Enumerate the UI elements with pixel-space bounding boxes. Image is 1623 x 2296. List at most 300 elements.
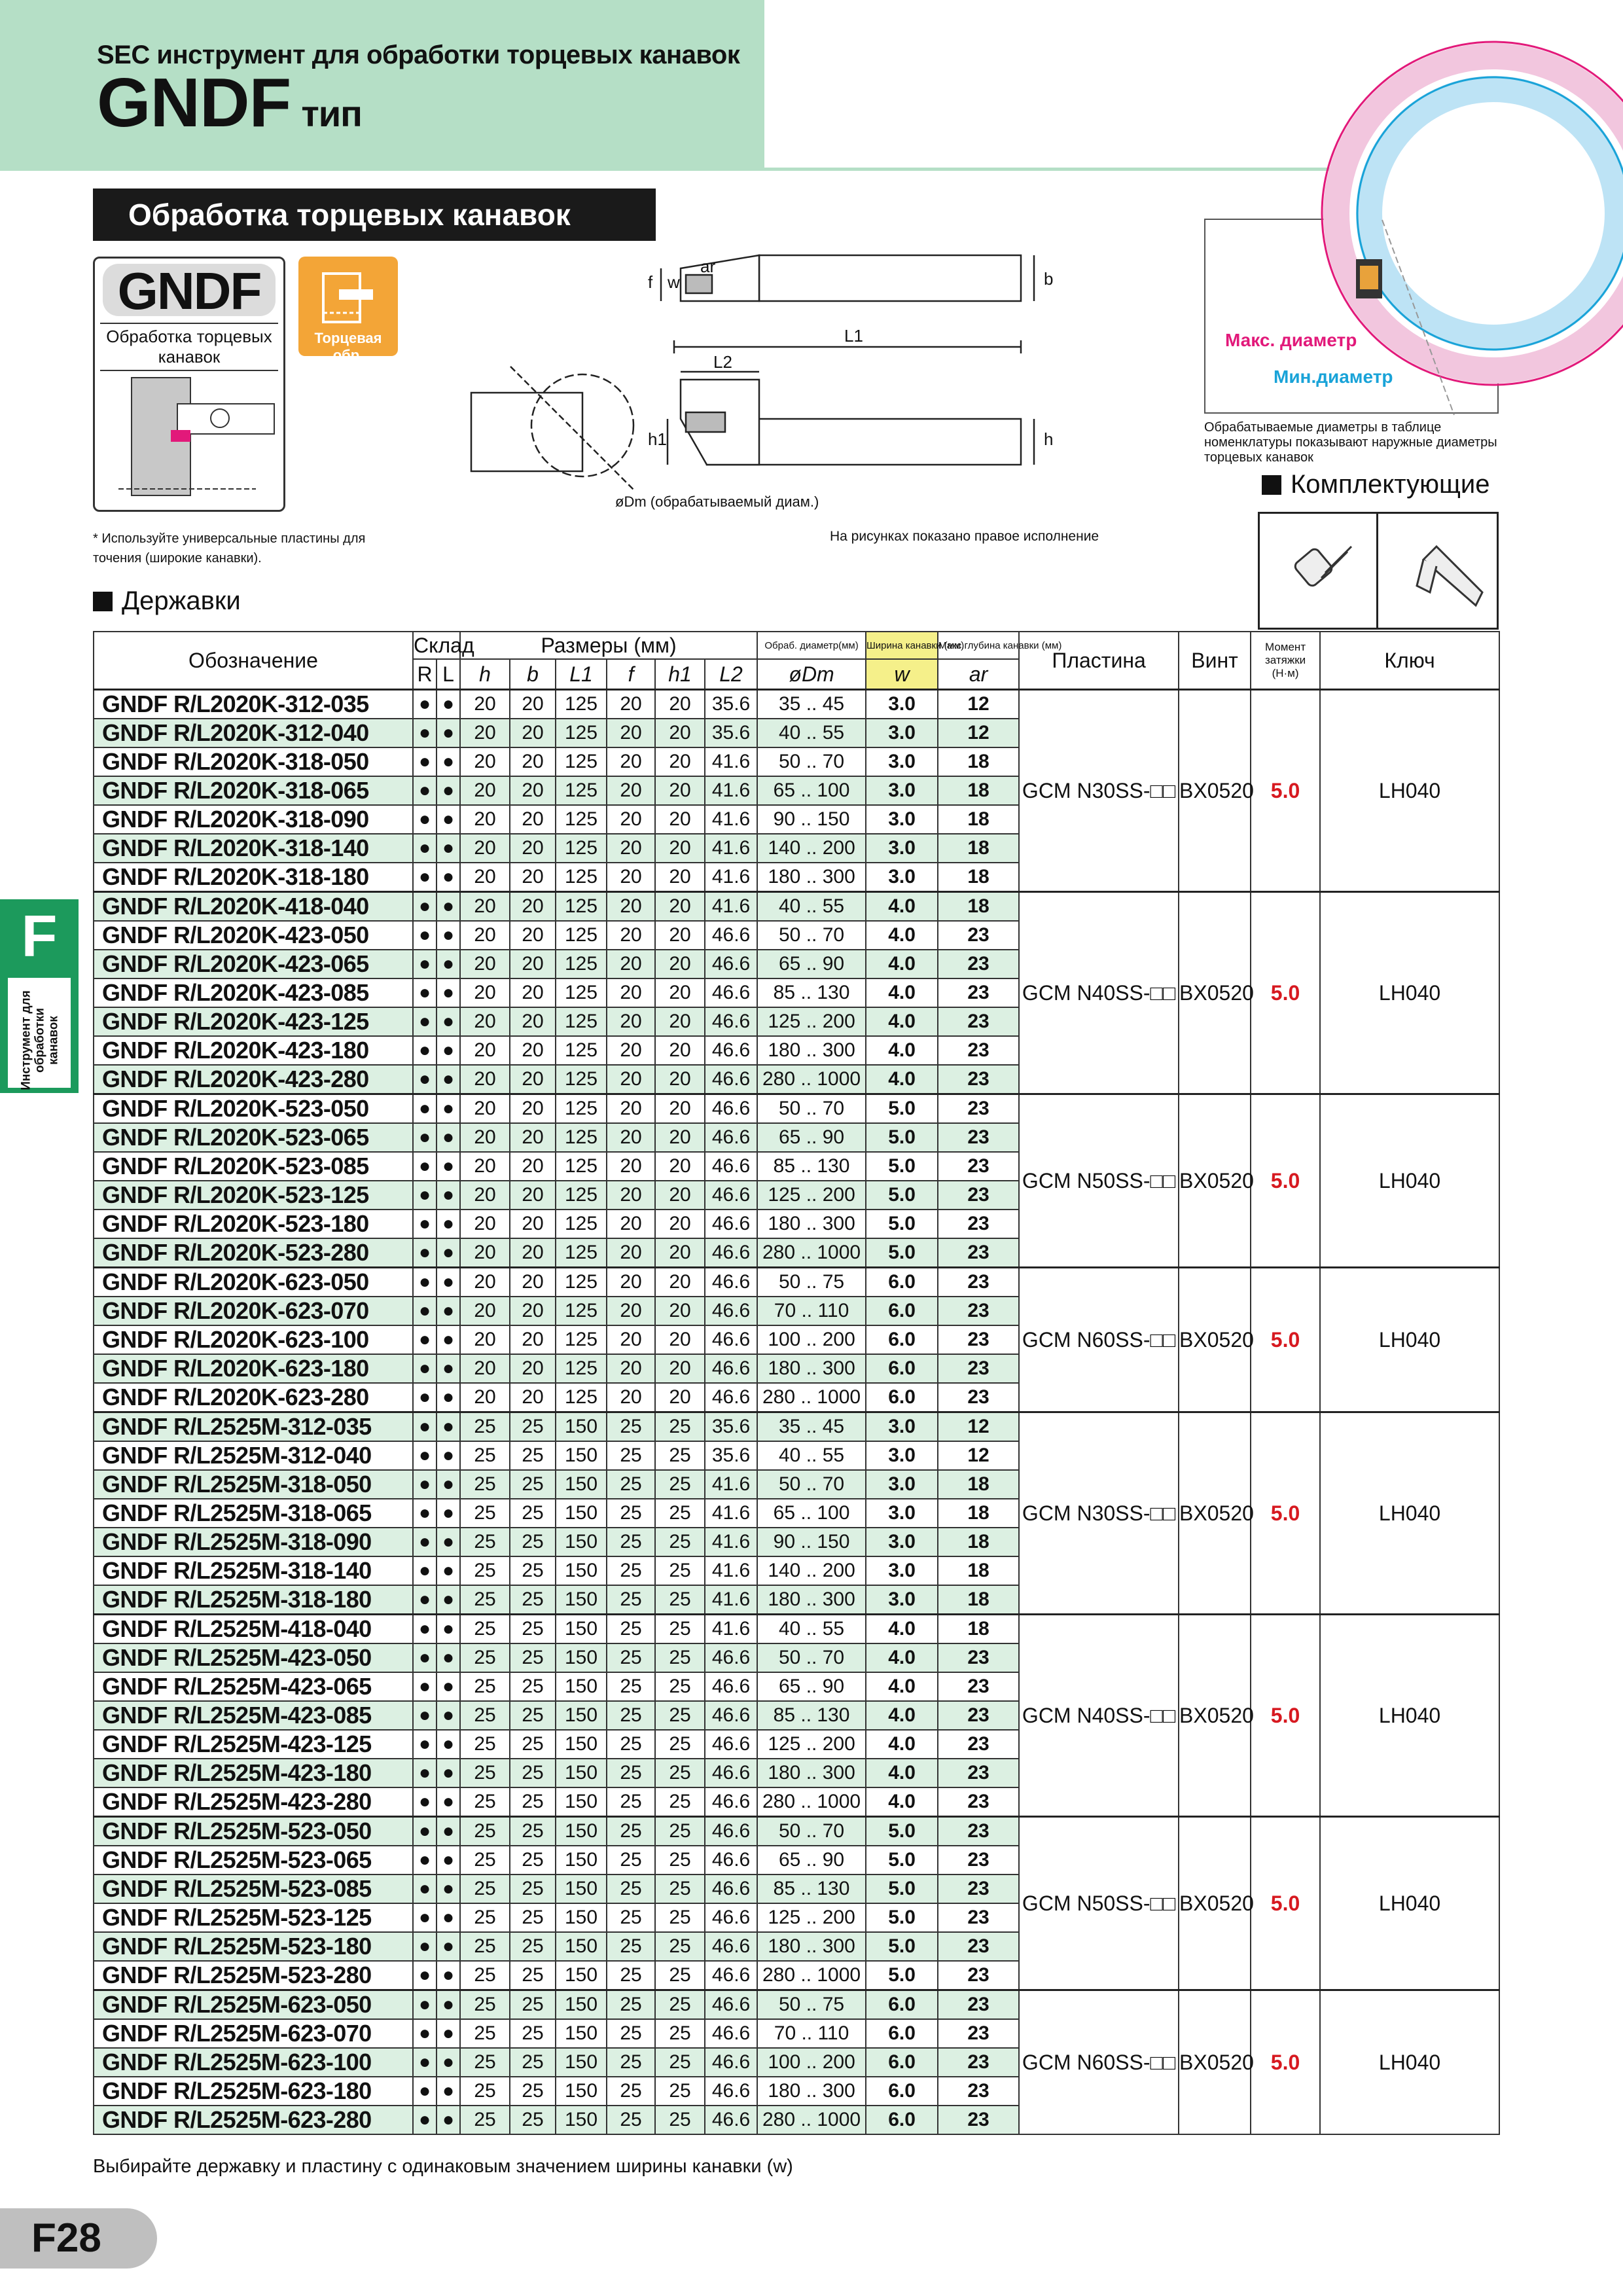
col-torque: Момент затяжки (Н·м): [1251, 632, 1320, 690]
cell-ar: 18: [938, 747, 1019, 776]
cell-torque: 5.0: [1251, 1990, 1320, 2135]
cell-designation: GNDF R/L2020K-312-040: [94, 719, 413, 747]
cell-f: 20: [607, 1036, 655, 1065]
cell-l2: 41.6: [705, 1556, 757, 1585]
cell-h: 25: [460, 2077, 510, 2106]
cell-dm: 40 .. 55: [757, 1441, 866, 1470]
page-number: F28: [31, 2215, 101, 2261]
cell-stock-l: ●: [437, 1470, 460, 1499]
col-l: L: [437, 659, 460, 690]
cell-f: 20: [607, 1123, 655, 1152]
table-row: [94, 1817, 1499, 1846]
cell-ar: 23: [938, 1238, 1019, 1268]
cell-h: 20: [460, 719, 510, 747]
cell-w: 5.0: [866, 1181, 938, 1210]
col-key: Ключ: [1320, 632, 1499, 690]
cell-w: 6.0: [866, 1297, 938, 1325]
cell-l1: 125: [556, 892, 607, 922]
cell-w: 5.0: [866, 1846, 938, 1874]
cell-l1: 125: [556, 834, 607, 863]
cell-f: 25: [607, 1412, 655, 1442]
cell-l1: 150: [556, 1846, 607, 1874]
cell-dm: 180 .. 300: [757, 2077, 866, 2106]
table-row: [94, 690, 1499, 719]
cell-b: 25: [510, 1470, 556, 1499]
cell-h: 25: [460, 1528, 510, 1556]
cell-f: 20: [607, 690, 655, 719]
cell-stock-l: ●: [437, 719, 460, 747]
dim-l2-label: L2: [713, 352, 732, 372]
cell-stock-l: ●: [437, 1932, 460, 1961]
cell-b: 25: [510, 1585, 556, 1615]
cell-stock-r: ●: [413, 978, 437, 1007]
cell-w: 5.0: [866, 1903, 938, 1932]
cell-h1: 20: [655, 776, 705, 805]
cell-stock-r: ●: [413, 1325, 437, 1354]
screw-icon: [1293, 540, 1358, 605]
cell-ar: 18: [938, 1470, 1019, 1499]
cell-dm: 90 .. 150: [757, 805, 866, 834]
cell-h1: 20: [655, 719, 705, 747]
drawing-note: На рисунках показано правое исполнение: [830, 529, 1099, 544]
cell-b: 25: [510, 1990, 556, 2020]
cell-h1: 20: [655, 1238, 705, 1268]
cell-b: 25: [510, 1961, 556, 1990]
cell-dm: 100 .. 200: [757, 2048, 866, 2077]
cell-ar: 23: [938, 1846, 1019, 1874]
cell-stock-r: ●: [413, 1961, 437, 1990]
cell-stock-l: ●: [437, 2106, 460, 2134]
cell-l2: 46.6: [705, 1354, 757, 1383]
cell-dm: 180 .. 300: [757, 1932, 866, 1961]
col-b: b: [510, 659, 556, 690]
cell-stock-r: ●: [413, 1701, 437, 1730]
cell-screw: BX0520: [1179, 1094, 1251, 1268]
cell-h: 20: [460, 1325, 510, 1354]
cell-designation: GNDF R/L2020K-318-140: [94, 834, 413, 863]
cell-l2: 46.6: [705, 1903, 757, 1932]
cell-b: 25: [510, 2077, 556, 2106]
cell-stock-r: ●: [413, 1903, 437, 1932]
cell-h1: 20: [655, 1007, 705, 1036]
cell-b: 20: [510, 1123, 556, 1152]
cell-l2: 46.6: [705, 1961, 757, 1990]
cell-ar: 23: [938, 1354, 1019, 1383]
cell-dm: 125 .. 200: [757, 1007, 866, 1036]
cell-l2: 46.6: [705, 1817, 757, 1846]
cell-b: 20: [510, 805, 556, 834]
cell-l2: 46.6: [705, 1036, 757, 1065]
cell-h: 25: [460, 1412, 510, 1442]
cell-h: 20: [460, 1181, 510, 1210]
cell-w: 3.0: [866, 719, 938, 747]
cell-w: 4.0: [866, 1730, 938, 1759]
cell-b: 20: [510, 690, 556, 719]
cell-stock-l: ●: [437, 1007, 460, 1036]
cell-screw: BX0520: [1179, 892, 1251, 1094]
cell-w: 6.0: [866, 1383, 938, 1412]
cell-h: 25: [460, 1874, 510, 1903]
cell-ar: 23: [938, 1730, 1019, 1759]
cell-stock-r: ●: [413, 1759, 437, 1787]
cell-l2: 41.6: [705, 834, 757, 863]
cell-designation: GNDF R/L2020K-523-125: [94, 1181, 413, 1210]
square-bullet-icon: [1262, 475, 1281, 495]
cell-l1: 125: [556, 1325, 607, 1354]
cell-l1: 150: [556, 1528, 607, 1556]
holder-drawing: [419, 249, 1073, 524]
cell-torque: 5.0: [1251, 1412, 1320, 1615]
cell-ar: 23: [938, 1874, 1019, 1903]
cell-f: 20: [607, 978, 655, 1007]
cell-designation: GNDF R/L2525M-523-125: [94, 1903, 413, 1932]
cell-w: 4.0: [866, 1759, 938, 1787]
cell-l1: 125: [556, 805, 607, 834]
cell-ar: 23: [938, 1932, 1019, 1961]
cell-w: 6.0: [866, 2048, 938, 2077]
cell-l2: 46.6: [705, 1730, 757, 1759]
cell-stock-r: ●: [413, 1499, 437, 1528]
cell-l2: 41.6: [705, 1585, 757, 1615]
cell-h1: 25: [655, 1499, 705, 1528]
cell-h1: 25: [655, 2106, 705, 2134]
cell-l1: 150: [556, 1874, 607, 1903]
cell-w: 5.0: [866, 1817, 938, 1846]
cell-stock-l: ●: [437, 1961, 460, 1990]
cell-designation: GNDF R/L2525M-318-065: [94, 1499, 413, 1528]
cell-stock-l: ●: [437, 1441, 460, 1470]
cell-h: 25: [460, 1846, 510, 1874]
cell-b: 25: [510, 1615, 556, 1644]
cell-ar: 23: [938, 1007, 1019, 1036]
cell-b: 20: [510, 1238, 556, 1268]
cell-h1: 25: [655, 1672, 705, 1701]
page-title: [97, 64, 362, 141]
cell-w: 3.0: [866, 1470, 938, 1499]
cell-ar: 18: [938, 1499, 1019, 1528]
cell-l1: 125: [556, 776, 607, 805]
cell-f: 20: [607, 719, 655, 747]
cell-b: 25: [510, 1730, 556, 1759]
cell-dm: 50 .. 75: [757, 1990, 866, 2020]
cell-ar: 18: [938, 863, 1019, 892]
cell-l1: 150: [556, 1643, 607, 1672]
cell-designation: GNDF R/L2020K-623-050: [94, 1268, 413, 1297]
cell-w: 3.0: [866, 863, 938, 892]
cell-l2: 46.6: [705, 1759, 757, 1787]
page-number-tab: [0, 2208, 157, 2269]
cell-w: 3.0: [866, 1528, 938, 1556]
cell-l1: 125: [556, 921, 607, 950]
cell-w: 4.0: [866, 1701, 938, 1730]
cell-insert: GCM N30SS-□□: [1019, 690, 1179, 892]
cell-ar: 23: [938, 1817, 1019, 1846]
cell-screw: BX0520: [1179, 1615, 1251, 1817]
cell-l2: 41.6: [705, 776, 757, 805]
cell-stock-l: ●: [437, 1181, 460, 1210]
cell-h: 20: [460, 1123, 510, 1152]
cell-b: 25: [510, 1556, 556, 1585]
cell-l1: 150: [556, 1990, 607, 2020]
cell-l2: 41.6: [705, 1528, 757, 1556]
cell-designation: GNDF R/L2525M-523-050: [94, 1817, 413, 1846]
cell-stock-r: ●: [413, 1441, 437, 1470]
cell-ar: 23: [938, 1701, 1019, 1730]
cell-l1: 125: [556, 1354, 607, 1383]
cell-ar: 23: [938, 921, 1019, 950]
cell-stock-l: ●: [437, 690, 460, 719]
cell-ar: 23: [938, 1787, 1019, 1817]
cell-f: 20: [607, 776, 655, 805]
cell-l2: 46.6: [705, 1672, 757, 1701]
cell-stock-r: ●: [413, 1412, 437, 1442]
cell-w: 5.0: [866, 1094, 938, 1124]
cell-h1: 20: [655, 950, 705, 978]
cell-stock-l: ●: [437, 2048, 460, 2077]
cell-dm: 65 .. 90: [757, 1672, 866, 1701]
cell-l1: 150: [556, 1412, 607, 1442]
cell-dm: 180 .. 300: [757, 1210, 866, 1238]
page-subtitle: SEC инструмент для обработки торцевых канавок: [97, 41, 740, 69]
cell-w: 4.0: [866, 1643, 938, 1672]
cell-w: 3.0: [866, 747, 938, 776]
cell-dm: 50 .. 70: [757, 1470, 866, 1499]
cell-h: 20: [460, 1152, 510, 1181]
cell-f: 25: [607, 1585, 655, 1615]
cell-dm: 85 .. 130: [757, 1701, 866, 1730]
cell-l2: 46.6: [705, 1065, 757, 1094]
cell-dm: 40 .. 55: [757, 1615, 866, 1644]
cell-f: 25: [607, 2048, 655, 2077]
cell-f: 20: [607, 1268, 655, 1297]
cell-designation: GNDF R/L2525M-523-065: [94, 1846, 413, 1874]
cell-f: 20: [607, 1065, 655, 1094]
table-row: [94, 1615, 1499, 1644]
cell-h: 25: [460, 1615, 510, 1644]
cell-designation: GNDF R/L2020K-423-280: [94, 1065, 413, 1094]
cell-ar: 18: [938, 1556, 1019, 1585]
cell-dm: 85 .. 130: [757, 1874, 866, 1903]
cell-w: 5.0: [866, 1210, 938, 1238]
cell-ar: 23: [938, 1672, 1019, 1701]
cell-l1: 150: [556, 1441, 607, 1470]
cell-dm: 70 .. 110: [757, 1297, 866, 1325]
cell-dm: 125 .. 200: [757, 1181, 866, 1210]
cell-insert: GCM N50SS-□□: [1019, 1094, 1179, 1268]
cell-dm: 280 .. 1000: [757, 2106, 866, 2134]
cell-l1: 125: [556, 1383, 607, 1412]
cell-f: 25: [607, 1528, 655, 1556]
cell-h1: 25: [655, 1701, 705, 1730]
cell-stock-l: ●: [437, 1297, 460, 1325]
cell-l1: 125: [556, 1238, 607, 1268]
cell-stock-r: ●: [413, 1268, 437, 1297]
cell-stock-l: ●: [437, 1036, 460, 1065]
cell-b: 20: [510, 1383, 556, 1412]
cell-dm: 180 .. 300: [757, 1354, 866, 1383]
cell-h: 20: [460, 1354, 510, 1383]
table-row: [94, 892, 1499, 922]
cell-h: 20: [460, 1036, 510, 1065]
cell-stock-r: ●: [413, 1585, 437, 1615]
cell-h1: 20: [655, 1094, 705, 1124]
cell-designation: GNDF R/L2525M-318-050: [94, 1470, 413, 1499]
header-rule: [0, 168, 1499, 171]
cell-designation: GNDF R/L2525M-418-040: [94, 1615, 413, 1644]
cell-l1: 150: [556, 2019, 607, 2048]
cell-dm: 180 .. 300: [757, 1759, 866, 1787]
cell-h: 25: [460, 2019, 510, 2048]
cell-designation: GNDF R/L2020K-318-180: [94, 863, 413, 892]
cell-stock-r: ●: [413, 1817, 437, 1846]
cell-insert: GCM N40SS-□□: [1019, 892, 1179, 1094]
cell-ar: 12: [938, 1441, 1019, 1470]
cell-key: LH040: [1320, 892, 1499, 1094]
cell-f: 20: [607, 1354, 655, 1383]
cell-stock-r: ●: [413, 950, 437, 978]
cell-h: 25: [460, 1759, 510, 1787]
cell-h: 25: [460, 1990, 510, 2020]
cell-stock-r: ●: [413, 776, 437, 805]
cell-l2: 46.6: [705, 1123, 757, 1152]
cell-key: LH040: [1320, 1268, 1499, 1412]
cell-w: 4.0: [866, 892, 938, 922]
cell-f: 25: [607, 1787, 655, 1817]
section-heading: Обработка торцевых канавок: [93, 188, 656, 241]
cell-designation: GNDF R/L2525M-423-065: [94, 1672, 413, 1701]
title-suffix: тип: [301, 93, 362, 134]
cell-b: 20: [510, 1210, 556, 1238]
cell-designation: GNDF R/L2525M-523-180: [94, 1932, 413, 1961]
cell-stock-r: ●: [413, 1932, 437, 1961]
cell-dm: 40 .. 55: [757, 719, 866, 747]
cell-f: 25: [607, 2077, 655, 2106]
cell-stock-r: ●: [413, 1470, 437, 1499]
cell-dm: 280 .. 1000: [757, 1787, 866, 1817]
cell-b: 25: [510, 2048, 556, 2077]
cell-b: 25: [510, 1874, 556, 1903]
cell-stock-r: ●: [413, 1643, 437, 1672]
cell-stock-r: ●: [413, 2048, 437, 2077]
cell-h: 25: [460, 1470, 510, 1499]
cell-h1: 20: [655, 863, 705, 892]
title-text: GNDF: [97, 64, 291, 141]
cell-stock-l: ●: [437, 1787, 460, 1817]
cell-l1: 150: [556, 2106, 607, 2134]
cell-h1: 25: [655, 2077, 705, 2106]
cell-l1: 125: [556, 863, 607, 892]
cell-key: LH040: [1320, 1990, 1499, 2135]
footnote-left: * Используйте универсальные пластины для точения (широкие канавки).: [93, 531, 366, 565]
cell-ar: 23: [938, 978, 1019, 1007]
cell-designation: GNDF R/L2525M-423-085: [94, 1701, 413, 1730]
cell-h1: 25: [655, 1759, 705, 1787]
cell-ar: 23: [938, 1643, 1019, 1672]
cell-stock-l: ●: [437, 1730, 460, 1759]
cell-ar: 23: [938, 1036, 1019, 1065]
cell-stock-l: ●: [437, 776, 460, 805]
badge-name: GNDF: [103, 264, 276, 316]
cell-designation: GNDF R/L2020K-523-180: [94, 1210, 413, 1238]
cell-h: 20: [460, 1065, 510, 1094]
accessories-heading-text: Комплектующие: [1291, 470, 1490, 499]
col-l2: L2: [705, 659, 757, 690]
cell-stock-l: ●: [437, 1528, 460, 1556]
cell-ar: 23: [938, 1181, 1019, 1210]
cell-b: 20: [510, 1297, 556, 1325]
accessories-heading: [1262, 470, 1490, 499]
cell-f: 20: [607, 1325, 655, 1354]
cell-l1: 150: [556, 1932, 607, 1961]
table-footnote: Выбирайте державку и пластину с одинаковым значением ширины канавки (w): [93, 2156, 793, 2177]
cell-h: 20: [460, 921, 510, 950]
cell-f: 20: [607, 950, 655, 978]
cell-stock-r: ●: [413, 1354, 437, 1383]
cell-ar: 23: [938, 1990, 1019, 2020]
cell-stock-r: ●: [413, 1181, 437, 1210]
cell-stock-r: ●: [413, 805, 437, 834]
cell-b: 20: [510, 863, 556, 892]
cell-designation: GNDF R/L2525M-623-100: [94, 2048, 413, 2077]
cell-stock-r: ●: [413, 1615, 437, 1644]
cell-f: 25: [607, 1846, 655, 1874]
cell-stock-l: ●: [437, 1354, 460, 1383]
cell-l2: 46.6: [705, 2019, 757, 2048]
cell-l2: 41.6: [705, 805, 757, 834]
col-w: w: [866, 659, 938, 690]
cell-stock-r: ●: [413, 921, 437, 950]
cell-ar: 12: [938, 719, 1019, 747]
cell-l2: 35.6: [705, 1441, 757, 1470]
cell-h1: 20: [655, 1354, 705, 1383]
cell-h: 20: [460, 1268, 510, 1297]
cell-dm: 65 .. 90: [757, 1846, 866, 1874]
cell-l1: 125: [556, 1123, 607, 1152]
cell-b: 20: [510, 776, 556, 805]
cell-b: 25: [510, 1643, 556, 1672]
cell-stock-r: ●: [413, 1672, 437, 1701]
cell-l1: 150: [556, 1759, 607, 1787]
cell-ar: 23: [938, 1759, 1019, 1787]
cell-w: 3.0: [866, 1556, 938, 1585]
cell-h1: 25: [655, 1730, 705, 1759]
cell-key: LH040: [1320, 1094, 1499, 1268]
cell-stock-l: ●: [437, 1585, 460, 1615]
cell-l1: 150: [556, 1672, 607, 1701]
col-stock: Склад: [413, 632, 460, 659]
cell-l2: 35.6: [705, 690, 757, 719]
cell-designation: GNDF R/L2525M-523-280: [94, 1961, 413, 1990]
cell-b: 25: [510, 2019, 556, 2048]
cell-l2: 46.6: [705, 1152, 757, 1181]
cell-l2: 46.6: [705, 2048, 757, 2077]
cell-stock-l: ●: [437, 1759, 460, 1787]
cell-h: 20: [460, 1094, 510, 1124]
cell-l2: 35.6: [705, 1412, 757, 1442]
cell-h: 25: [460, 1499, 510, 1528]
cell-h1: 20: [655, 690, 705, 719]
accessories-box: [1258, 512, 1499, 630]
cell-stock-l: ●: [437, 805, 460, 834]
cell-stock-l: ●: [437, 1846, 460, 1874]
cell-dm: 65 .. 100: [757, 1499, 866, 1528]
cell-f: 20: [607, 1210, 655, 1238]
cell-l1: 150: [556, 2048, 607, 2077]
cell-w: 3.0: [866, 805, 938, 834]
cell-designation: GNDF R/L2020K-423-180: [94, 1036, 413, 1065]
dim-ar-label: ar: [700, 257, 716, 276]
col-l1: L1: [556, 659, 607, 690]
